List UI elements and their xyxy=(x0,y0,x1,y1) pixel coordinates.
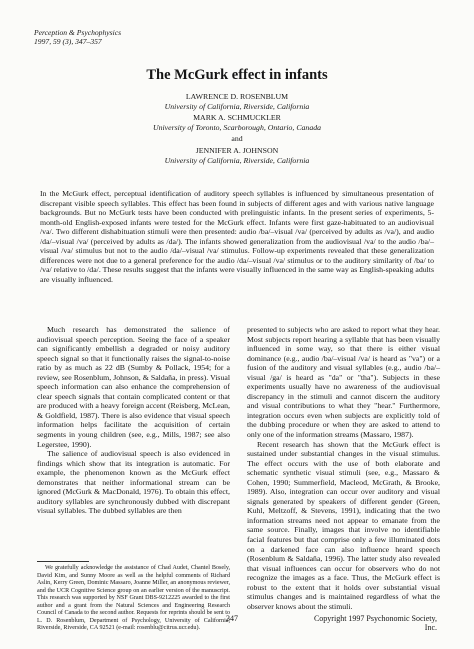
journal-name: Perception & Psychophysics xyxy=(34,28,122,37)
body-paragraph: presented to subjects who are asked to report what they hear. Most subjects report hearing a syllable that has been visually influenced in some way, so that there is either visual dominance (e.g., audio /ba/–visual /va/ is heard as "va") or a fusion of the auditory and visual syllables (e.g., audio /ba/–visual /ga/ is heard as "da" or "tha"). Subjects in these experiments usually have no awareness of the audiovisual discrepancy in the stimuli and cannot discern the auditory and visual contributions to what they "hear." Furthermore, integration occurs even when subjects are explicitly told of the dubbing procedure or when they are asked to attend to only one of the information streams (Massaro, 1987). xyxy=(247,325,440,440)
body-paragraph: The salience of audiovisual speech is also evidenced in findings which show that its integration is automatic. For example, the phenomenon known as the McGurk effect demonstrates that neither informational stream can be ignored (McGurk & MacDonald, 1976). To obtain this effect, auditory syllables are synchronously dubbed with discrepant visual syllables. The dubbed syllables are then xyxy=(37,449,230,516)
author-affiliation: University of California, Riverside, California xyxy=(164,101,310,111)
copyright-notice: Copyright 1997 Psychonomic Society, Inc. xyxy=(313,614,437,632)
body-column-left xyxy=(37,325,230,516)
author-name: MARK A. SCHMUCKLER xyxy=(193,113,281,123)
body-paragraph: Much research has demonstrated the salience of audiovisual speech perception. Seeing the face of a speaker can significantly embellish a degraded or noisy auditory speech signal so that it functionally raises the signal-to-noise ratio by as much as 22 dB (Sumby & Pollack, 1954; for a review, see Rosenblum, Johnson, & Saldaña, in press). Visual speech information can also enhance the comprehension of clear speech signals that contain complicated content or that are produced with a heavy foreign accent (Reisberg, McLean, & Goldfield, 1987). There is also evidence that visual speech information helps facilitate the acquisition of certain segments in young children (see, e.g., Mills, 1987; see also Legerstee, 1990). xyxy=(37,325,230,449)
author-name: JENNIFER A. JOHNSON xyxy=(195,145,279,155)
page-number: 347 xyxy=(226,614,238,623)
author-affiliation: University of Toronto, Scarborough, Ontario, Canada xyxy=(152,122,322,132)
abstract: In the McGurk effect, perceptual identification of auditory speech syllables is influenced by simultaneous presentation of discrepant visible speech syllables. This effect has been found in subjects of different ages and with various native language backgrounds. But no McGurk tests have been conducted with prelinguistic infants. In the present series of experiments, 5-month-old English-exposed infants were tested for the McGurk effect. Infants were first gaze-habituated to an audiovisual /va/. Two different dishabituation stimuli were then presented: audio /ba/–visual /va/ (perceived by adults as /va/), and audio /da/–visual /va/ (perceived by adults as /da/). The infants showed generalization from the audiovisual /va/ to the audio /ba/–visual /va/ stimulus but not to the audio /da/–visual /va/ stimulus. Follow-up experiments revealed that these generalization differences were not due to a general preference for the audio /da/–visual /va/ stimulus or to the auditory similarity of /ba/ to /va/ relative to /da/. These results suggest that the infants were visually influenced in the same way as English-speaking adults are visually influenced. xyxy=(40,189,434,284)
paper-title: The McGurk effect in infants xyxy=(146,67,328,83)
body-paragraph: Recent research has shown that the McGurk effect is sustained under substantial changes in the visual stimulus. The effect occurs with the use of both elaborate and schematic synthetic visual stimuli (see, e.g., Massaro & Cohen, 1990; Summerfield, Macleod, McGrath, & Brooke, 1989). Also, integration can occur over auditory and visual signals generated by speakers of different gender (Green, Kuhl, Meltzoff, & Stevens, 1991), indicating that the two information streams need not appear to emanate from the same source. Finally, images that involve no identifiable facial features but that comprise only a few illuminated dots on a darkened face can also influence heard speech (Rosenblum & Saldaña, 1996). The latter study also revealed that visual influences can occur for observers who do not recognize the images as a face. Thus, the McGurk effect is robust to the extent that it holds over substantial visual stimulus changes and is maintained regardless of what the observer knows about the stimuli. xyxy=(247,439,440,611)
journal-header xyxy=(34,28,121,46)
footnote-divider xyxy=(37,561,89,562)
journal-volume: 1997, 59 (3), 347–357 xyxy=(34,37,102,46)
author-name: LAWRENCE D. ROSENBLUM xyxy=(185,92,289,101)
acknowledgment-footnote: We gratefully acknowledge the assistance of Chad Audet, Chantel Bosely, David Kim, and Sunny Moore as well as the helpful comments of Richard Aslin, Kerry Green, Dominic Massaro, Joanne Miller, an anonymous reviewer, and the UCR Cognitive Science group on an earlier version of the manuscript. This research was supported by NSF Grant DBS-9212225 awarded to the first author and a grant from the Natural Sciences and Engineering Research Council of Canada to the second author. Requests for reprints should be sent to L. D. Rosenblum, Department of Psychology, University of California, Riverside, Riverside, CA 92521 (e-mail: rosenblu@citrus.ucr.edu). xyxy=(37,565,230,631)
author-affiliation: University of California, Riverside, California xyxy=(164,155,310,165)
author-block xyxy=(40,92,434,167)
author-connector: and xyxy=(231,134,243,144)
body-column-right xyxy=(247,325,440,611)
